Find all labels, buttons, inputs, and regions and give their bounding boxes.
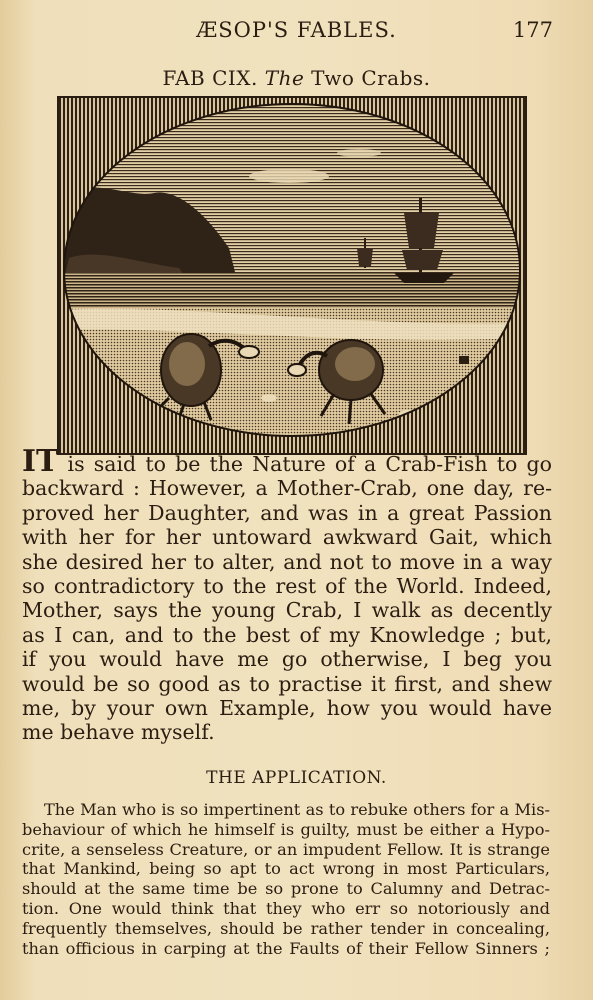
fable-title-text: Two Crabs. bbox=[311, 66, 431, 90]
application-line: that Mankind, being so apt to act wrong in most Particulars, bbox=[22, 859, 550, 879]
body-line: IT is said to be the Nature of a Crab-Fish to go bbox=[22, 444, 552, 479]
drop-cap: IT bbox=[22, 444, 59, 479]
body-line: proved her Daughter, and was in a great Passion bbox=[22, 500, 552, 525]
page-number: 177 bbox=[512, 18, 553, 42]
body-line: backward : However, a Mother-Crab, one day, re- bbox=[22, 476, 552, 501]
application-body bbox=[22, 800, 550, 958]
woodcut-image bbox=[59, 98, 525, 453]
body-line: with her for her untoward awkward Gait, which bbox=[22, 525, 552, 550]
body-line: so contradictory to the rest of the World. Indeed, bbox=[22, 574, 552, 599]
fable-number: FAB CIX. bbox=[162, 66, 258, 90]
two-crabs-woodcut bbox=[57, 96, 527, 455]
body-line: would be so good as to practise it first, and shew bbox=[22, 671, 552, 696]
application-line: crite, a senseless Creature, or an impudent Fellow. It is strange bbox=[22, 839, 550, 859]
fable-body bbox=[22, 444, 552, 745]
application-heading: THE APPLICATION. bbox=[206, 768, 387, 788]
woodcut-sea bbox=[59, 273, 525, 313]
body-line: Mother, says the young Crab, I walk as decently bbox=[22, 598, 552, 623]
running-title: ÆSOP'S FABLES. bbox=[196, 18, 397, 42]
page-header bbox=[0, 18, 593, 46]
application-line: The Man who is so impertinent as to rebuke others for a Mis- bbox=[44, 800, 550, 819]
body-line: as I can, and to the best of my Knowledge ; but, bbox=[22, 622, 552, 647]
body-line: me, by your own Example, how you would have bbox=[22, 696, 552, 721]
application-line: behaviour of which he himself is guilty, must be either a Hypo- bbox=[22, 819, 550, 839]
body-line: if you would have me go otherwise, I beg you bbox=[22, 647, 552, 672]
application-line: should at the same time be so prone to Calumny and Detrac- bbox=[22, 879, 550, 899]
body-line: me behave myself. bbox=[22, 720, 215, 745]
body-line: she desired her to alter, and not to move in a way bbox=[22, 549, 552, 574]
fable-title bbox=[0, 66, 593, 90]
application-line: tion. One would think that they who err so notoriously and bbox=[22, 898, 550, 918]
fable-title-article: The bbox=[264, 66, 305, 90]
application-line: frequently themselves, should be rather tender in concealing, bbox=[22, 918, 550, 938]
application-line: than officious in carping at the Faults of their Fellow Sinners ; bbox=[22, 938, 550, 958]
